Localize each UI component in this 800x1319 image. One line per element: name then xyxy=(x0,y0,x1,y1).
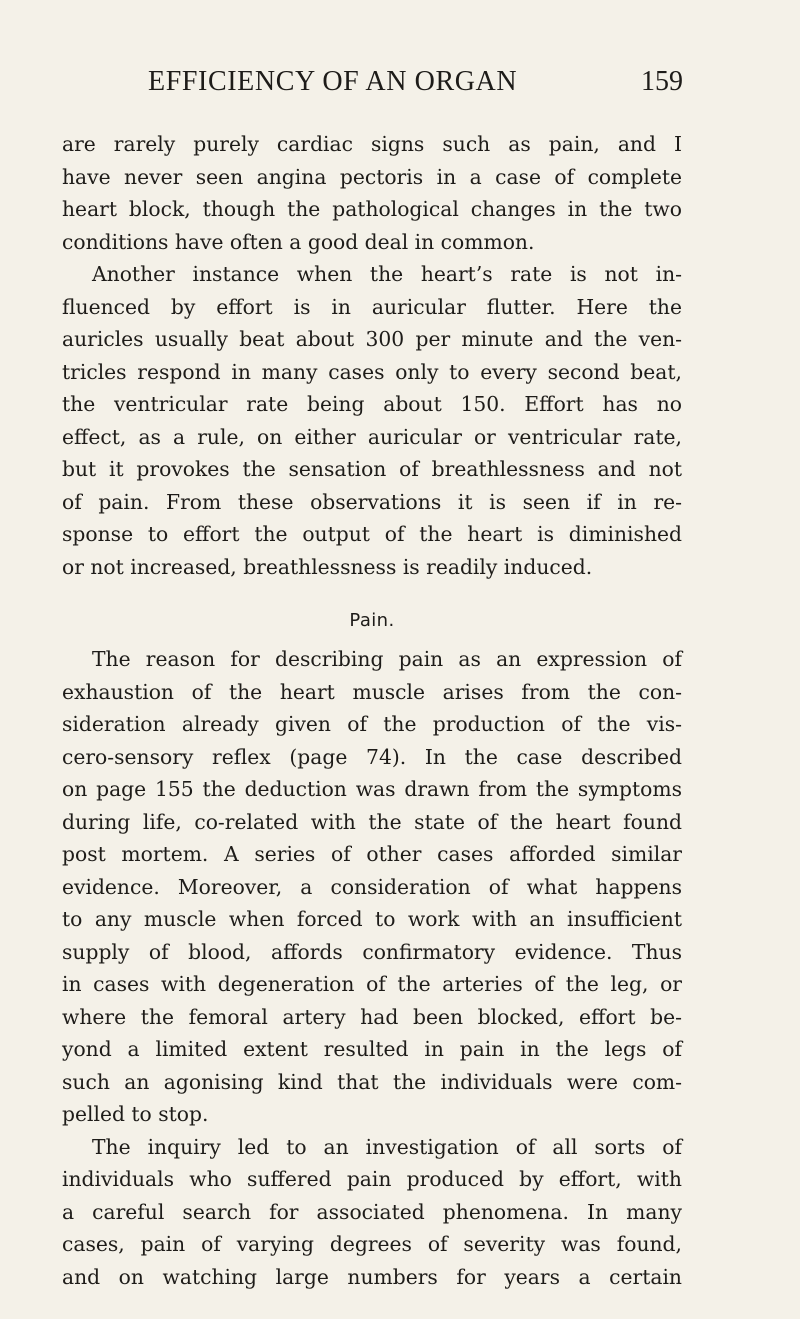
paragraph-continuation xyxy=(62,128,682,258)
text-line: cero-sensory reflex (page 74). In the case described xyxy=(62,744,682,769)
text-line: in cases with degeneration of the arteries of the leg, or xyxy=(62,972,682,996)
text-line: fluenced by effort is in auricular flutter. Here the xyxy=(62,294,682,319)
text-line: where the femoral artery had been blocked, effort be- xyxy=(62,1004,682,1029)
text-line: are rarely purely cardiac signs such as pain, and I xyxy=(62,132,682,156)
section-heading: Pain. xyxy=(349,610,395,631)
text-line: The inquiry led to an investigation of all sorts of xyxy=(92,1134,682,1159)
text-line: auricles usually beat about 300 per minute and the ven- xyxy=(62,327,682,351)
text-line: evidence. Moreover, a consideration of what happens xyxy=(62,874,682,899)
text-line: during life, co-related with the state of the heart found xyxy=(62,809,682,834)
text-line: individuals who suffered pain produced by effort, with xyxy=(62,1167,682,1191)
text-line: tricles respond in many cases only to every second beat, xyxy=(62,359,682,384)
text-line: such an agonising kind that the individuals were com- xyxy=(62,1069,682,1094)
text-line: exhaustion of the heart muscle arises from the con- xyxy=(62,679,682,704)
text-line: of pain. From these observations it is seen if in re- xyxy=(62,489,682,514)
paragraph-auricular-flutter xyxy=(62,258,682,583)
text-line: and on watching large numbers for years a certain xyxy=(62,1264,682,1289)
text-line: conditions have often a good deal in common. xyxy=(62,229,535,254)
text-line: or not increased, breathlessness is readily induced. xyxy=(62,554,593,579)
text-line: Another instance when the heart’s rate is not in- xyxy=(92,262,682,286)
body-text xyxy=(62,128,682,1293)
text-line: the ventricular rate being about 150. Effort has no xyxy=(62,392,682,416)
text-line: yond a limited extent resulted in pain in the legs of xyxy=(62,1037,682,1061)
text-line: effect, as a rule, on either auricular or ventricular rate, xyxy=(62,424,682,449)
text-line: post mortem. A series of other cases afforded similar xyxy=(62,842,682,866)
page-header xyxy=(148,66,683,106)
page-number: 159 xyxy=(641,66,683,97)
text-line: sideration already given of the production of the vis- xyxy=(62,712,682,736)
text-line: sponse to effort the output of the heart is diminished xyxy=(62,522,682,546)
text-line: a careful search for associated phenomena. In many xyxy=(62,1199,682,1224)
text-line: heart block, though the pathological changes in the two xyxy=(62,197,682,221)
text-line: to any muscle when forced to work with an insufficient xyxy=(62,907,682,931)
text-line: have never seen angina pectoris in a case of complete xyxy=(62,164,682,189)
paragraph-pain-reason xyxy=(62,643,682,1131)
text-line: The reason for describing pain as an expression of xyxy=(92,647,682,671)
text-line: supply of blood, affords confirmatory evidence. Thus xyxy=(62,939,682,964)
paragraph-inquiry xyxy=(62,1131,682,1294)
text-line: cases, pain of varying degrees of severity was found, xyxy=(62,1232,682,1256)
text-line: on page 155 the deduction was drawn from the symptoms xyxy=(62,777,682,801)
text-line: but it provokes the sensation of breathlessness and not xyxy=(62,457,682,481)
text-line: pelled to stop. xyxy=(62,1102,209,1126)
running-head: EFFICIENCY OF AN ORGAN xyxy=(148,66,518,97)
